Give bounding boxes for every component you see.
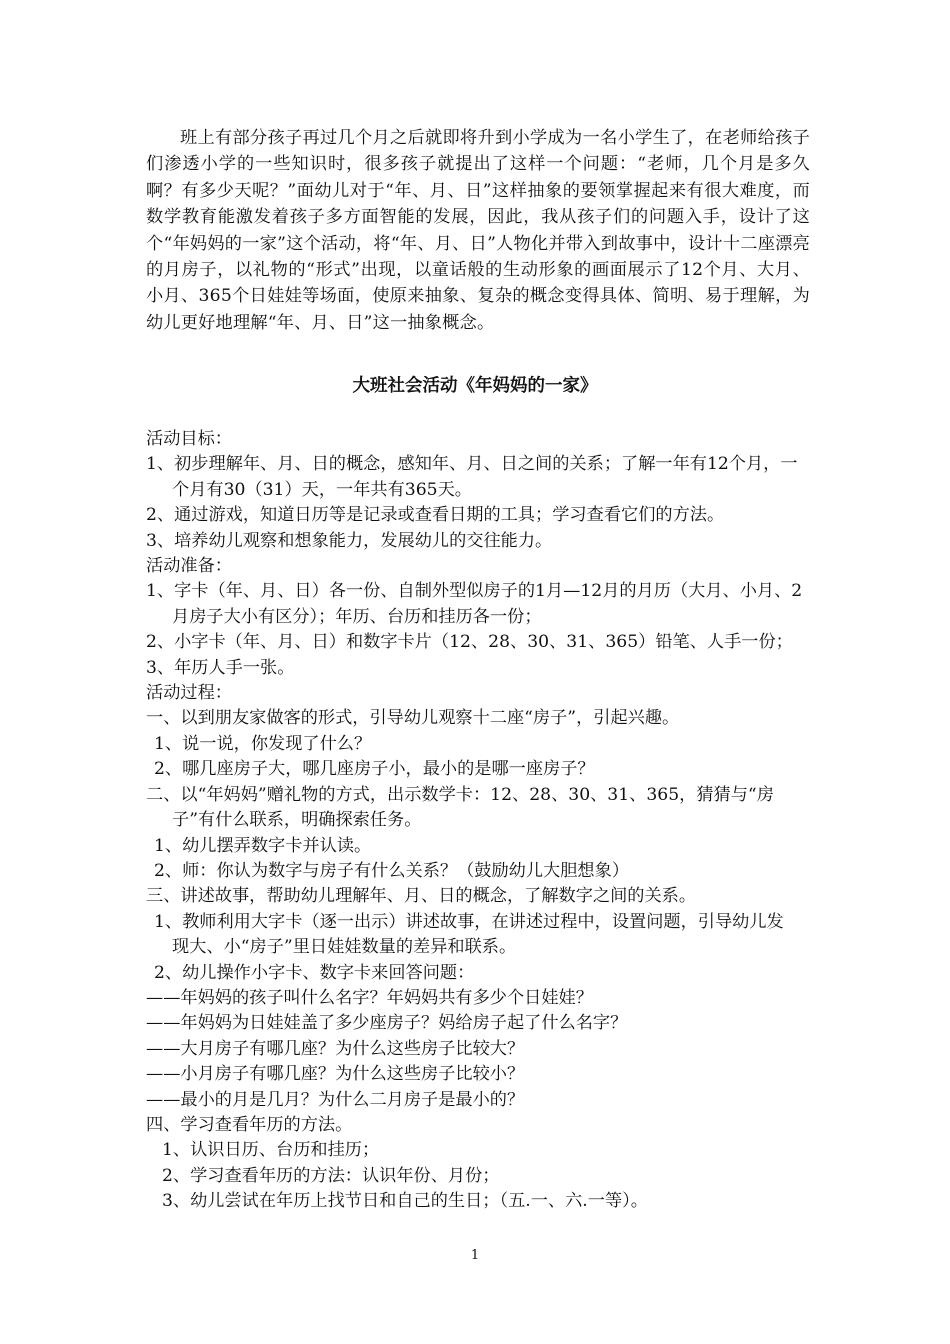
question-line: ——最小的月是几月？为什么二月房子是最小的？ [146,1089,525,1110]
process-substep: 2、哪几座房子大，哪几座房子小，最小的是哪一座房子？ [154,759,595,780]
goal-line: 个月有30（31）天，一年共有365天。 [172,479,472,500]
heading-preparation: 活动准备： [146,556,232,577]
goal-line: 1、初步理解年、月、日的概念，感知年、月、日之间的关系；了解一年有12个月，一 [146,454,798,475]
process-step: 子”有什么联系，明确探索任务。 [172,810,422,831]
process-substep: 现大、小“房子”里日娃娃数量的差异和联系。 [172,937,517,958]
preparation-line: 月房子大小有区分）；年历、台历和挂历各一份； [172,606,542,627]
process-step: 四、学习查看年历的方法。 [146,1114,353,1135]
process-substep: 1、说一说，你发现了什么？ [154,733,372,754]
process-substep: 3、幼儿尝试在年历上找节日和自己的生日；（五.一、六.一等）。 [162,1191,648,1212]
heading-process: 活动过程： [146,683,232,704]
heading-goals: 活动目标： [146,429,232,449]
question-line: ——年妈妈的孩子叫什么名字？年妈妈共有多少个日娃娃？ [146,987,593,1008]
question-line: ——年妈妈为日娃娃盖了多少座房子？妈给房子起了什么名字？ [146,1013,628,1034]
question-line: ——大月房子有哪几座？为什么这些房子比较大？ [146,1038,525,1059]
preparation-line: 3、年历人手一张。 [146,657,295,678]
process-step: 三、讲述故事，帮助幼儿理解年、月、日的概念，了解数字之间的关系。 [146,886,697,907]
document-title: 大班社会活动《年妈妈的一家》 [352,376,598,396]
process-substep: 1、幼儿摆弄数字卡并认读。 [154,835,372,856]
preparation-line: 1、字卡（年、月、日）各一份、自制外型似房子的1月—12月的月历（大月、小月、2 [146,581,803,602]
process-substep: 2、学习查看年历的方法：认识年份、月份； [162,1165,500,1186]
goal-line: 2、通过游戏，知道日历等是记录或查看日期的工具；学习查看它们的方法。 [146,505,725,526]
process-substep: 2、幼儿操作小字卡、数字卡来回答问题： [154,962,475,983]
process-substep: 2、师：你认为数字与房子有什么关系？（鼓励幼儿大胆想象） [154,860,630,881]
preparation-line: 2、小字卡（年、月、日）和数字卡片（12、28、30、31、365）铅笔、人手一份； [146,632,793,653]
process-substep: 1、认识日历、台历和挂历； [162,1140,380,1161]
process-step: 二、以“年妈妈”赠礼物的方式，出示数学卡：12、28、30、31、365，猜猜与“房 [146,784,774,805]
goal-line: 3、培养幼儿观察和想象能力，发展幼儿的交往能力。 [146,530,553,551]
question-line: ——小月房子有哪几座？为什么这些房子比较小？ [146,1064,525,1085]
process-step: 一、以到朋友家做客的形式，引导幼儿观察十二座“房子”，引起兴趣。 [146,708,680,729]
intro-paragraph: 班上有部分孩子再过几个月之后就即将升到小学成为一名小学生了，在老师给孩子们渗透小学的一些知识时，很多孩子就提出了这样一个问题：“老师，几个月是多久啊？有多少天呢？”面幼儿对于“年、月、日”这样抽象的要领掌握起来有很大难度，而数学教育能激发着孩子多方面智能的发展，因此，我从孩子们的问题入手，设计了这个“年妈妈的一家”这个活动，将“年、月、日”人物化并带入到故事中，设计十二座漂亮的月房子，以礼物的“形式”出现，以童话般的生动形象的画面展示了12个月、大月、小月、365个日娃娃等场面，使原来抽象、复杂的概念变得具体、简明、易于理解，为幼儿更好地理解“年、月、日”这一抽象概念。 [146,128,810,333]
page-number: 1 [470,1248,480,1263]
process-substep: 1、教师利用大字卡（逐一出示）讲述故事，在讲述过程中，设置问题，引导幼儿发 [154,911,784,932]
activity-plan-body [146,427,826,1215]
